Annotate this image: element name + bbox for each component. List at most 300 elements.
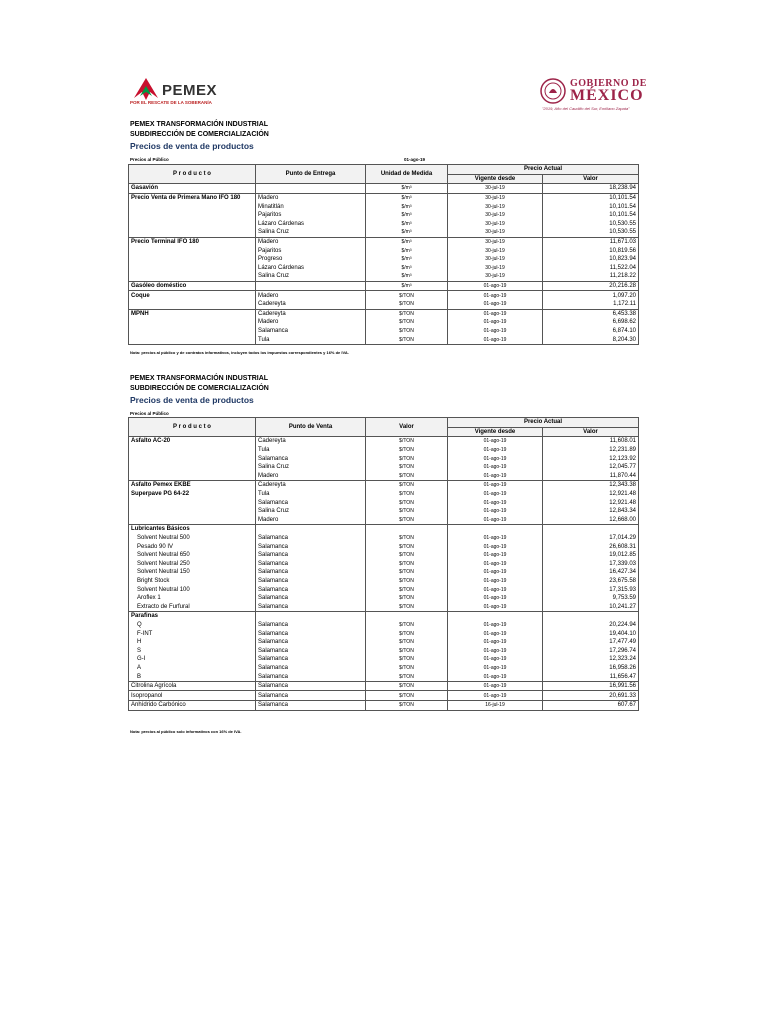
table-row (129, 646, 639, 655)
cell-valor: 1,172.11 (543, 300, 639, 309)
table-row (129, 490, 639, 499)
cell-producto: Coque (129, 291, 256, 300)
cell-unidad: $/TON (366, 454, 448, 463)
cell-producto (129, 228, 256, 237)
cell-unidad: $/TON (366, 335, 448, 344)
cell-producto (129, 300, 256, 309)
pemex-eagle-icon (132, 78, 160, 102)
cell-unidad: $/TON (366, 507, 448, 516)
cell-valor: 19,012.85 (543, 551, 639, 560)
cell-punto: Salina Cruz (256, 507, 366, 516)
cell-valor: 20,224.94 (543, 621, 639, 630)
cell-punto: Salamanca (256, 701, 366, 711)
caption-precios-publico: Precios al Público (130, 157, 169, 162)
cell-valor: 12,045.77 (543, 463, 639, 472)
table-row (129, 638, 639, 647)
cell-punto: Progreso (256, 255, 366, 264)
cell-vigente: 30-jul-19 (448, 255, 543, 264)
caption-precios-publico: Precios al Público (130, 411, 169, 416)
price-table-1 (128, 164, 639, 345)
cell-vigente: 01-ago-19 (448, 481, 543, 490)
cell-valor: 11,656.47 (543, 672, 639, 681)
col-header-vigente: Vigente desde (448, 427, 543, 437)
cell-valor: 17,477.49 (543, 638, 639, 647)
cell-valor: 11,522.04 (543, 264, 639, 273)
cell-unidad: $/TON (366, 560, 448, 569)
cell-vigente (448, 525, 543, 534)
cell-unidad: $/TON (366, 481, 448, 490)
cell-producto: Solvent Neutral 500 (129, 534, 256, 543)
cell-punto: Salamanca (256, 542, 366, 551)
table-row (129, 437, 639, 446)
table-note: Nota: precios al público solo informativos con 16% de IVA. (130, 729, 242, 734)
cell-unidad: $/m³ (366, 228, 448, 237)
cell-vigente: 01-ago-19 (448, 646, 543, 655)
table-row (129, 507, 639, 516)
org-title: PEMEX TRANSFORMACIÓN INDUSTRIAL (130, 375, 269, 382)
cell-unidad: $/TON (366, 602, 448, 611)
cell-vigente: 30-jul-19 (448, 220, 543, 229)
cell-vigente: 01-ago-19 (448, 507, 543, 516)
cell-punto: Salamanca (256, 646, 366, 655)
cell-producto (129, 446, 256, 455)
cell-punto: Pajaritos (256, 246, 366, 255)
cell-producto: Gasavión (129, 184, 256, 194)
cell-vigente: 01-ago-19 (448, 472, 543, 481)
gob-line1: GOBIERNO DE (570, 78, 647, 89)
cell-valor: 11,608.01 (543, 437, 639, 446)
table-row (129, 300, 639, 309)
table-row (129, 594, 639, 603)
cell-vigente: 01-ago-19 (448, 560, 543, 569)
cell-unidad: $/m³ (366, 184, 448, 194)
cell-producto: Anhídrido Carbónico (129, 701, 256, 711)
org-title: PEMEX TRANSFORMACIÓN INDUSTRIAL (130, 121, 269, 128)
cell-unidad: $/TON (366, 542, 448, 551)
cell-valor: 16,427.34 (543, 568, 639, 577)
cell-unidad: $/TON (366, 655, 448, 664)
cell-vigente (448, 612, 543, 621)
cell-unidad: $/TON (366, 621, 448, 630)
cell-unidad: $/TON (366, 701, 448, 711)
cell-unidad: $/TON (366, 490, 448, 499)
cell-unidad: $/TON (366, 594, 448, 603)
cell-vigente: 01-ago-19 (448, 691, 543, 701)
table-row (129, 481, 639, 490)
cell-valor: 17,315.93 (543, 585, 639, 594)
cell-unidad: $/m³ (366, 220, 448, 229)
cell-producto: Lubricantes Básicos (129, 525, 256, 534)
table-row (129, 237, 639, 246)
cell-vigente: 01-ago-19 (448, 291, 543, 300)
cell-valor: 11,671.03 (543, 237, 639, 246)
cell-punto: Cadereyta (256, 437, 366, 446)
cell-valor: 12,231.89 (543, 446, 639, 455)
cell-unidad: $/TON (366, 646, 448, 655)
cell-producto: G-I (129, 655, 256, 664)
cell-producto: Solvent Neutral 650 (129, 551, 256, 560)
cell-unidad: $/m³ (366, 202, 448, 211)
cell-vigente: 01-ago-19 (448, 551, 543, 560)
cell-producto: Pesado 90 IV (129, 542, 256, 551)
table-row (129, 472, 639, 481)
cell-punto: Cadereyta (256, 481, 366, 490)
cell-producto: Solvent Neutral 150 (129, 568, 256, 577)
cell-punto: Madero (256, 291, 366, 300)
cell-valor: 6,453.38 (543, 309, 639, 318)
gobierno-mexico-logo (540, 76, 650, 112)
cell-producto: F-INT (129, 629, 256, 638)
cell-producto: Bright Stock (129, 577, 256, 586)
cell-vigente: 01-ago-19 (448, 318, 543, 327)
table-row (129, 664, 639, 673)
pemex-tagline: POR EL RESCATE DE LA SOBERANÍA (130, 100, 212, 105)
cell-punto: Cadereyta (256, 300, 366, 309)
cell-unidad: $/TON (366, 638, 448, 647)
cell-producto: Parafinas (129, 612, 256, 621)
table-row (129, 551, 639, 560)
cell-vigente: 01-ago-19 (448, 437, 543, 446)
cell-valor: 23,675.58 (543, 577, 639, 586)
cell-punto (256, 525, 366, 534)
cell-valor: 17,339.03 (543, 560, 639, 569)
dept-title: SUBDIRECCIÓN DE COMERCIALIZACIÓN (130, 131, 269, 138)
cell-punto: Lázaro Cárdenas (256, 264, 366, 273)
cell-unidad: $/TON (366, 327, 448, 336)
cell-unidad: $/m³ (366, 264, 448, 273)
cell-vigente: 01-ago-19 (448, 281, 543, 291)
cell-vigente: 01-ago-19 (448, 577, 543, 586)
cell-punto: Salamanca (256, 568, 366, 577)
cell-vigente: 01-ago-19 (448, 602, 543, 611)
cell-unidad: $/TON (366, 585, 448, 594)
cell-producto: Gasóleo doméstico (129, 281, 256, 291)
table-row (129, 193, 639, 202)
table-row (129, 184, 639, 194)
cell-punto: Madero (256, 318, 366, 327)
table-row (129, 335, 639, 344)
table-note: Nota: precios al público y de contratos informativos, incluyen todos los impuestos correspondientes y 16% de IVA. (130, 350, 349, 355)
table-row (129, 525, 639, 534)
cell-vigente: 01-ago-19 (448, 585, 543, 594)
gob-line2: MÉXICO (570, 87, 644, 104)
cell-unidad: $/TON (366, 516, 448, 525)
cell-vigente: 01-ago-19 (448, 309, 543, 318)
cell-valor: 17,014.29 (543, 534, 639, 543)
cell-punto: Lázaro Cárdenas (256, 220, 366, 229)
cell-valor (543, 525, 639, 534)
cell-punto: Tula (256, 446, 366, 455)
cell-valor: 10,241.27 (543, 602, 639, 611)
table-row (129, 309, 639, 318)
cell-punto: Salamanca (256, 602, 366, 611)
table-row (129, 272, 639, 281)
cell-unidad: $/TON (366, 291, 448, 300)
cell-punto: Salamanca (256, 585, 366, 594)
cell-unidad: $/TON (366, 498, 448, 507)
cell-unidad (366, 612, 448, 621)
cell-unidad: $/TON (366, 577, 448, 586)
table-row (129, 211, 639, 220)
cell-vigente: 30-jul-19 (448, 193, 543, 202)
cell-unidad: $/TON (366, 629, 448, 638)
table-row (129, 681, 639, 691)
cell-producto: Q (129, 621, 256, 630)
cell-producto (129, 264, 256, 273)
cell-vigente: 01-ago-19 (448, 498, 543, 507)
cell-unidad: $/TON (366, 551, 448, 560)
cell-punto: Salina Cruz (256, 228, 366, 237)
cell-unidad (366, 525, 448, 534)
page-title: Precios de venta de productos (130, 395, 254, 405)
cell-valor: 9,753.59 (543, 594, 639, 603)
cell-unidad: $/TON (366, 664, 448, 673)
cell-vigente: 01-ago-19 (448, 568, 543, 577)
col-header-producto: P r o d u c t o (129, 418, 256, 437)
mexico-seal-icon (540, 78, 566, 104)
cell-vigente: 01-ago-19 (448, 672, 543, 681)
cell-punto: Salamanca (256, 534, 366, 543)
cell-producto: Extracto de Furfural (129, 602, 256, 611)
cell-producto (129, 246, 256, 255)
gob-motto: "2019, Año del Caudillo del Sur, Emiliano Zapata" (542, 106, 630, 111)
cell-producto: Citrolina Agrícola (129, 681, 256, 691)
cell-punto: Tula (256, 335, 366, 344)
cell-valor: 6,698.62 (543, 318, 639, 327)
cell-producto: H (129, 638, 256, 647)
cell-vigente: 30-jul-19 (448, 264, 543, 273)
cell-punto: Madero (256, 193, 366, 202)
cell-punto: Minatitlán (256, 202, 366, 211)
cell-producto (129, 507, 256, 516)
cell-producto (129, 454, 256, 463)
col-header-valor: Valor (543, 174, 639, 184)
cell-valor: 10,101.54 (543, 202, 639, 211)
cell-vigente: 01-ago-19 (448, 621, 543, 630)
cell-producto: Precio Terminal IFO 180 (129, 237, 256, 246)
cell-valor: 10,530.55 (543, 228, 639, 237)
cell-vigente: 01-ago-19 (448, 327, 543, 336)
cell-vigente: 30-jul-19 (448, 228, 543, 237)
table-row (129, 202, 639, 211)
col-header-unidad: Unidad de Medida (366, 165, 448, 184)
cell-unidad: $/TON (366, 437, 448, 446)
cell-vigente: 01-ago-19 (448, 594, 543, 603)
cell-vigente: 30-jul-19 (448, 246, 543, 255)
cell-valor: 12,843.34 (543, 507, 639, 516)
cell-producto: Asfalto Pemex EKBE (129, 481, 256, 490)
cell-punto: Cadereyta (256, 309, 366, 318)
cell-valor: 10,101.54 (543, 193, 639, 202)
table-row (129, 602, 639, 611)
cell-producto: A (129, 664, 256, 673)
table-row (129, 228, 639, 237)
cell-punto: Salamanca (256, 577, 366, 586)
cell-unidad: $/TON (366, 318, 448, 327)
cell-punto: Salamanca (256, 454, 366, 463)
cell-vigente: 01-ago-19 (448, 664, 543, 673)
cell-valor: 16,958.26 (543, 664, 639, 673)
table-row (129, 612, 639, 621)
table-row (129, 281, 639, 291)
cell-producto (129, 327, 256, 336)
table-row (129, 246, 639, 255)
cell-vigente: 01-ago-19 (448, 629, 543, 638)
table-row (129, 568, 639, 577)
cell-valor: 607.67 (543, 701, 639, 711)
cell-producto (129, 463, 256, 472)
cell-punto: Tula (256, 490, 366, 499)
cell-vigente: 01-ago-19 (448, 542, 543, 551)
cell-valor: 11,870.44 (543, 472, 639, 481)
pemex-logo (130, 76, 250, 112)
cell-valor: 12,921.48 (543, 490, 639, 499)
cell-producto (129, 335, 256, 344)
cell-producto: Solvent Neutral 100 (129, 585, 256, 594)
cell-punto: Salamanca (256, 327, 366, 336)
cell-producto: Aroflex 1 (129, 594, 256, 603)
cell-punto: Salamanca (256, 560, 366, 569)
table-row (129, 327, 639, 336)
cell-unidad: $/TON (366, 463, 448, 472)
cell-valor: 11,218.22 (543, 272, 639, 281)
cell-valor: 12,343.38 (543, 481, 639, 490)
cell-valor: 18,238.94 (543, 184, 639, 194)
page-title: Precios de venta de productos (130, 141, 254, 151)
cell-producto (129, 318, 256, 327)
cell-unidad: $/m³ (366, 193, 448, 202)
col-header-vigente: Vigente desde (448, 174, 543, 184)
cell-punto (256, 612, 366, 621)
cell-unidad: $/TON (366, 300, 448, 309)
cell-vigente: 30-jul-19 (448, 272, 543, 281)
cell-valor: 20,216.28 (543, 281, 639, 291)
cell-punto: Salamanca (256, 629, 366, 638)
cell-unidad: $/TON (366, 309, 448, 318)
cell-vigente: 30-jul-19 (448, 237, 543, 246)
cell-unidad: $/TON (366, 672, 448, 681)
cell-vigente: 30-jul-19 (448, 211, 543, 220)
cell-producto (129, 211, 256, 220)
table-row (129, 463, 639, 472)
cell-valor: 26,608.31 (543, 542, 639, 551)
table-row (129, 454, 639, 463)
cell-punto (256, 184, 366, 194)
table-row (129, 516, 639, 525)
cell-punto: Madero (256, 472, 366, 481)
cell-punto: Salamanca (256, 672, 366, 681)
cell-unidad: $/m³ (366, 272, 448, 281)
cell-valor: 20,691.33 (543, 691, 639, 701)
cell-punto: Salamanca (256, 691, 366, 701)
cell-valor (543, 612, 639, 621)
cell-producto (129, 516, 256, 525)
cell-valor: 8,204.30 (543, 335, 639, 344)
dept-title: SUBDIRECCIÓN DE COMERCIALIZACIÓN (130, 385, 269, 392)
cell-punto: Salamanca (256, 664, 366, 673)
table-row (129, 542, 639, 551)
cell-valor: 10,823.94 (543, 255, 639, 264)
pemex-wordmark: PEMEX (162, 82, 218, 99)
col-header-valor: Valor (543, 427, 639, 437)
cell-unidad: $/TON (366, 681, 448, 691)
table-row (129, 701, 639, 711)
cell-vigente: 01-ago-19 (448, 655, 543, 664)
cell-unidad: $/m³ (366, 211, 448, 220)
cell-producto: S (129, 646, 256, 655)
cell-valor: 19,404.10 (543, 629, 639, 638)
cell-producto (129, 272, 256, 281)
cell-vigente: 01-ago-19 (448, 300, 543, 309)
cell-unidad: $/m³ (366, 246, 448, 255)
col-header-precio-actual: Precio Actual (448, 165, 639, 175)
cell-producto: MPNH (129, 309, 256, 318)
cell-producto: B (129, 672, 256, 681)
cell-valor: 6,874.10 (543, 327, 639, 336)
cell-producto (129, 498, 256, 507)
cell-punto: Salamanca (256, 594, 366, 603)
table-row (129, 264, 639, 273)
cell-producto (129, 255, 256, 264)
cell-valor: 12,668.00 (543, 516, 639, 525)
cell-valor: 16,991.56 (543, 681, 639, 691)
table-row (129, 534, 639, 543)
cell-producto: Isopropanol (129, 691, 256, 701)
col-header-valor-unit: Valor (366, 418, 448, 437)
cell-punto (256, 281, 366, 291)
cell-unidad: $/m³ (366, 281, 448, 291)
cell-vigente: 01-ago-19 (448, 638, 543, 647)
cell-vigente: 16-jul-19 (448, 701, 543, 711)
table-row (129, 220, 639, 229)
cell-punto: Salamanca (256, 551, 366, 560)
cell-vigente: 30-jul-19 (448, 202, 543, 211)
cell-punto: Salina Cruz (256, 272, 366, 281)
cell-unidad: $/m³ (366, 237, 448, 246)
table-row (129, 672, 639, 681)
cell-vigente: 01-ago-19 (448, 335, 543, 344)
cell-punto: Salamanca (256, 498, 366, 507)
cell-vigente: 01-ago-19 (448, 681, 543, 691)
cell-valor: 12,323.24 (543, 655, 639, 664)
cell-punto: Salamanca (256, 655, 366, 664)
cell-unidad: $/TON (366, 472, 448, 481)
cell-valor: 12,921.48 (543, 498, 639, 507)
cell-valor: 17,296.74 (543, 646, 639, 655)
cell-punto: Madero (256, 516, 366, 525)
cell-unidad: $/m³ (366, 255, 448, 264)
cell-vigente: 01-ago-19 (448, 490, 543, 499)
cell-vigente: 30-jul-19 (448, 184, 543, 194)
price-table-2 (128, 417, 639, 711)
col-header-precio-actual: Precio Actual (448, 418, 639, 428)
table-row (129, 560, 639, 569)
cell-producto (129, 220, 256, 229)
cell-producto: Precio Venta de Primera Mano IFO 180 (129, 193, 256, 202)
table-row (129, 498, 639, 507)
cell-vigente: 01-ago-19 (448, 516, 543, 525)
cell-unidad: $/TON (366, 691, 448, 701)
cell-producto (129, 202, 256, 211)
cell-punto: Madero (256, 237, 366, 246)
cell-producto: Solvent Neutral 250 (129, 560, 256, 569)
cell-vigente: 01-ago-19 (448, 446, 543, 455)
cell-punto: Salamanca (256, 638, 366, 647)
cell-valor: 1,097.20 (543, 291, 639, 300)
cell-valor: 12,123.92 (543, 454, 639, 463)
col-header-punto: Punto de Venta (256, 418, 366, 437)
table-row (129, 629, 639, 638)
